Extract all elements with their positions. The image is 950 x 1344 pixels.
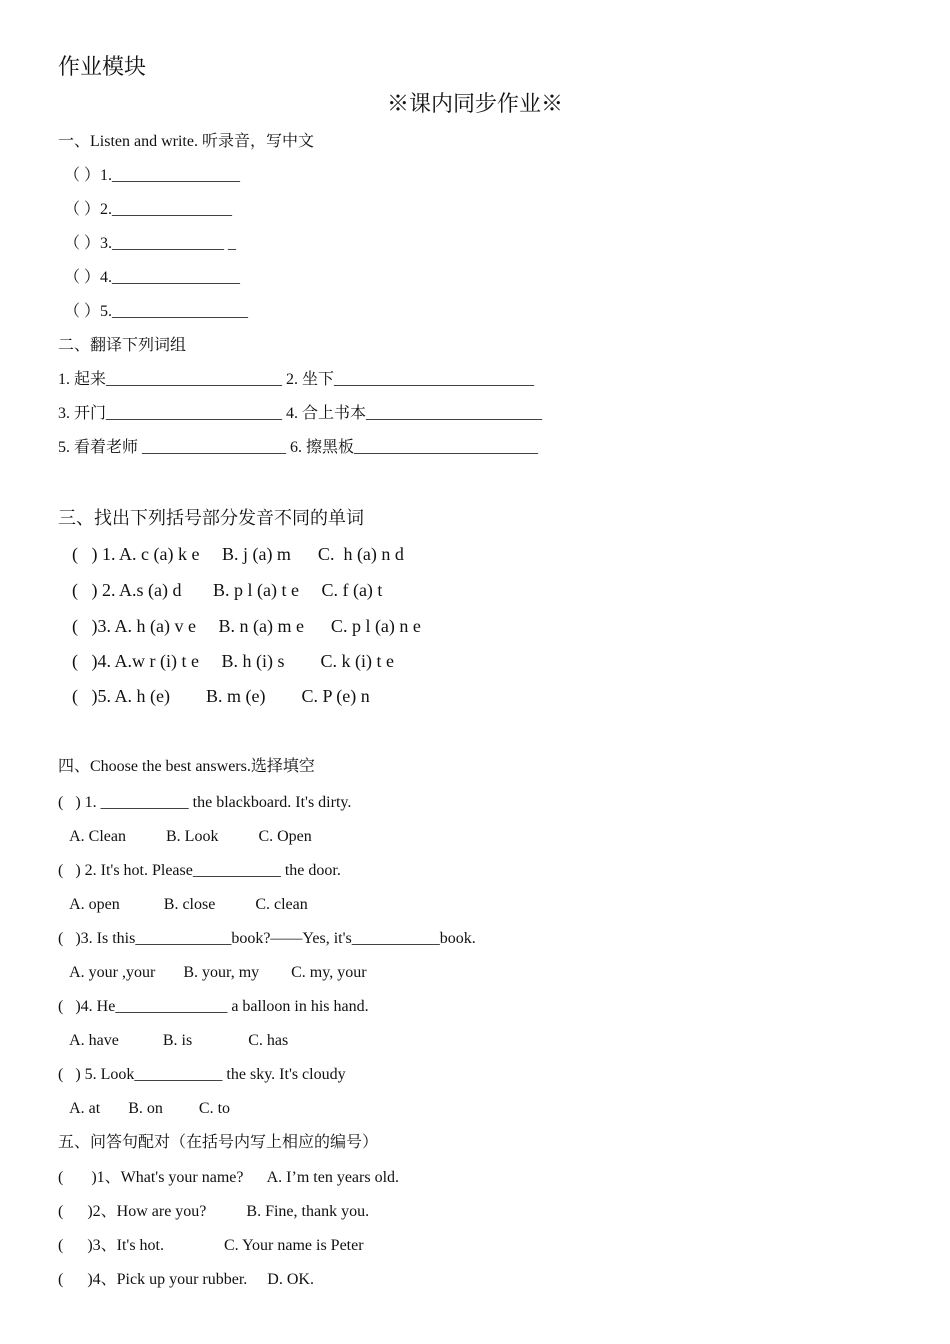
part4-row: ( )4. He______________ a balloon in his hand. (58, 998, 369, 1015)
part4-row: A. at B. on C. to (58, 1100, 231, 1117)
part4-heading: 四、Choose the best answers.选择填空 (58, 758, 315, 775)
part3-row: ( )3. A. h (a) v e B. n (a) m e C. p l (a) n e (72, 616, 421, 636)
part4-row: A. open B. close C. clean (58, 896, 308, 913)
part3-row: ( ) 2. A.s (a) d B. p l (a) t e C. f (a) t (72, 580, 383, 600)
part4-row: ( ) 2. It's hot. Please___________ the door. (58, 862, 341, 879)
part4-row: ( ) 5. Look___________ the sky. It's cloudy (58, 1066, 346, 1083)
part2-heading: 二、翻译下列词组 (58, 337, 187, 354)
part3-row: ( )4. A.w r (i) t e B. h (i) s C. k (i) t e (72, 651, 394, 671)
part1-heading: 一、Listen and write. 听录音，写中文 (58, 133, 314, 150)
part4-row: ( ) 1. ___________ the blackboard. It's dirty. (58, 794, 352, 811)
part1-item: （ ）5._________________ (64, 303, 249, 320)
part4-row: A. have B. is C. has (58, 1032, 289, 1049)
part3-row: ( ) 1. A. c (a) k e B. j (a) m C. h (a) n d (72, 544, 404, 564)
part2-row: 3. 开门______________________ 4. 合上书本______________________ (58, 405, 543, 422)
part2-row: 1. 起来______________________ 2. 坐下_________________________ (58, 371, 535, 388)
part5-row: ( )3、It's hot. C. Your name is Peter (58, 1237, 364, 1254)
part1-item: （ ）1.________________ (64, 167, 241, 184)
part5-row: ( )2、How are you? B. Fine, thank you. (58, 1203, 370, 1220)
part1-item: （ ）2._______________ (64, 201, 233, 218)
part5-row: ( )4、Pick up your rubber. D. OK. (58, 1271, 314, 1288)
part1-item: （ ）3.______________ _ (64, 235, 237, 252)
part4-row: ( )3. Is this____________book?——Yes, it's___________book. (58, 930, 476, 947)
part4-row: A. Clean B. Look C. Open (58, 828, 312, 845)
part1-item: （ ）4.________________ (64, 269, 241, 286)
part4-row: A. your ,your B. your, my C. my, your (58, 964, 367, 981)
part2-row: 5. 看着老师 __________________ 6. 擦黑板_______________________ (58, 439, 539, 456)
module-title: 作业模块 (58, 54, 147, 79)
part3-row: ( )5. A. h (e) B. m (e) C. P (e) n (72, 686, 370, 706)
part5-heading: 五、问答句配对（在括号内写上相应的编号） (58, 1134, 379, 1151)
part3-heading: 三、找出下列括号部分发音不同的单词 (58, 508, 364, 528)
part5-row: ( )1、What's your name? A. I’m ten years old. (58, 1169, 400, 1186)
section-title: ※课内同步作业※ (386, 91, 563, 116)
